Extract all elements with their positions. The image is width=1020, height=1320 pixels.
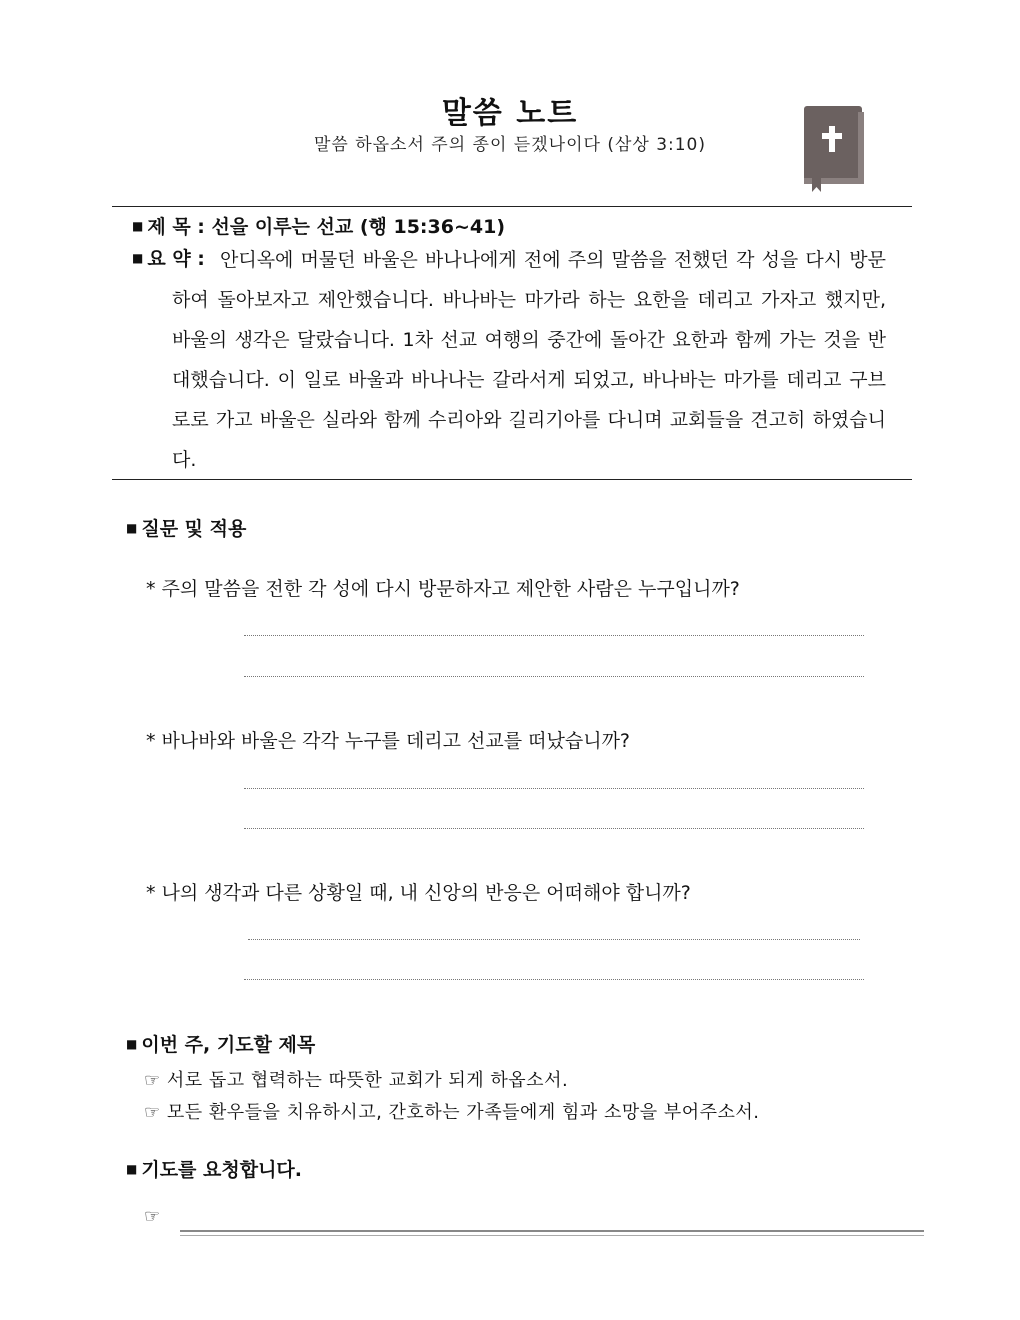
- answer-line[interactable]: [244, 828, 864, 829]
- sermon-title-label: 제 목 :: [147, 216, 205, 238]
- top-divider: [112, 206, 912, 207]
- bible-cross-icon: [800, 104, 868, 194]
- request-heading-text: 기도를 요청합니다.: [141, 1159, 303, 1181]
- prayer-heading: [126, 1030, 315, 1057]
- prayer-item-text: 모든 환우들을 치유하시고, 간호하는 가족들에게 힘과 소망을 부어주소서.: [166, 1102, 760, 1123]
- request-input-line[interactable]: [180, 1230, 924, 1236]
- question-item: * 주의 말씀을 전한 각 성에 다시 방문하자고 제안한 사람은 누구입니까?: [146, 578, 740, 600]
- answer-line[interactable]: [244, 979, 864, 980]
- request-heading: [126, 1155, 302, 1182]
- page-subtitle: 말씀 하옵소서 주의 종이 듣겠나이다 (삼상 3:10): [313, 135, 707, 155]
- sermon-title-value: 선을 이루는 선교 (행 15:36~41): [211, 216, 506, 238]
- summary-text: 안디옥에 머물던 바울은 바나나에게 전에 주의 말씀을 전했던 각 성을 다시 방문하여 돌아보자고 제안했습니다. 바나바는 마가라 하는 요한을 데리고 가자고 했지만, 바울의 생각은 달랐습니다. 1차 선교 여행의 중간에 돌아간 요한과 함께 가는 것을 반대했습니다. 이 일로 바울과 바나나는 갈라서게 되었고, 바나바는 마가를 데리고 구브로로 가고 바울은 실라와 함께 수리아와 길리기아를 다니며 교회들을 견고히 하였습니다.: [172, 249, 886, 471]
- question-item: * 나의 생각과 다른 상황일 때, 내 신앙의 반응은 어떠해야 합니까?: [146, 882, 691, 904]
- answer-line[interactable]: [244, 788, 864, 789]
- bottom-divider: [112, 479, 912, 480]
- sermon-title-row: [132, 212, 505, 239]
- questions-heading: [126, 514, 246, 541]
- answer-line[interactable]: [244, 676, 864, 677]
- summary-label: 요 약 :: [147, 248, 205, 270]
- answer-line[interactable]: [244, 635, 864, 636]
- questions-heading-text: 질문 및 적용: [141, 518, 247, 540]
- bullet-marker: ■: [126, 521, 138, 535]
- pointing-hand-icon: ☞: [144, 1070, 161, 1091]
- prayer-item: [144, 1066, 568, 1092]
- prayer-heading-text: 이번 주, 기도할 제목: [141, 1034, 316, 1056]
- bullet-marker: ■: [126, 1037, 138, 1051]
- answer-line[interactable]: [248, 939, 860, 940]
- prayer-item-text: 서로 돕고 협력하는 따뜻한 교회가 되게 하옵소서.: [166, 1070, 569, 1091]
- pointing-hand-icon: ☞: [144, 1102, 161, 1123]
- bullet-marker: ■: [126, 1162, 138, 1176]
- page-title: 말씀 노트: [441, 96, 579, 131]
- prayer-item: [144, 1098, 760, 1124]
- pointing-hand-icon: ☞: [144, 1206, 161, 1227]
- question-item: * 바나바와 바울은 각각 누구를 데리고 선교를 떠났습니까?: [146, 730, 631, 752]
- bullet-marker: ■: [132, 251, 144, 265]
- bullet-marker: ■: [132, 219, 144, 233]
